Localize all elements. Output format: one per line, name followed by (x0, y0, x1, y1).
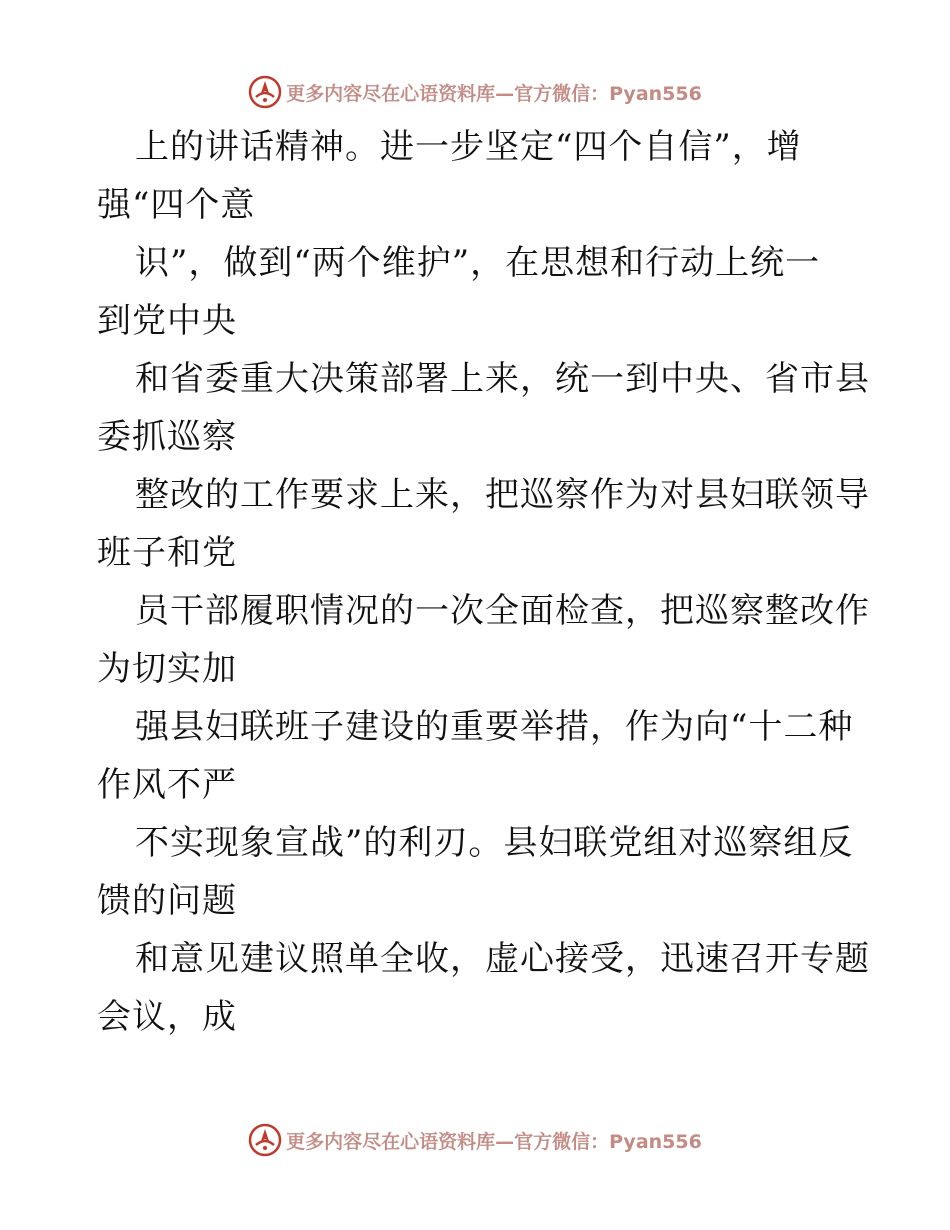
text-line: 强县妇联班子建设的重要举措，作为向“十二种 (135, 707, 854, 747)
text-line-continuation: 会议，成 (97, 997, 237, 1037)
text-line-continuation: 班子和党 (97, 533, 237, 573)
watermark-text: 更多内容尽在心语资料库—官方微信：Pyan556 (286, 1130, 702, 1153)
text-line: 和意见建议照单全收，虚心接受，迅速召开专题 (135, 939, 870, 979)
text-line-continuation: 强“四个意 (97, 185, 256, 225)
text-line-continuation: 委抓巡察 (97, 417, 237, 457)
paragraph-line-pair (0, 234, 950, 350)
text-line: 和省委重大决策部署上来，统一到中央、省市县 (135, 359, 870, 399)
paragraph-line-pair (0, 814, 950, 930)
paragraph-line-pair (0, 930, 950, 1046)
paragraph-line-pair (0, 350, 950, 466)
text-line: 整改的工作要求上来，把巡察作为对县妇联领导 (135, 475, 870, 515)
text-line-continuation: 为切实加 (97, 649, 237, 689)
footer-watermark-banner (0, 1120, 950, 1160)
text-line-continuation: 作风不严 (97, 765, 237, 805)
book-pen-logo-icon (248, 1123, 282, 1157)
text-line-continuation: 馈的问题 (97, 881, 237, 921)
paragraph-line-pair (0, 466, 950, 582)
paragraph-line-pair (0, 698, 950, 814)
text-line-continuation: 到党中央 (97, 301, 237, 341)
paragraph-line-pair (0, 118, 950, 234)
text-line: 员干部履职情况的一次全面检查，把巡察整改作 (135, 591, 870, 631)
paragraph-line-pair (0, 582, 950, 698)
document-body (0, 118, 950, 1046)
header-watermark-banner (0, 72, 950, 112)
text-line: 上的讲话精神。进一步坚定“四个自信”，增 (135, 127, 802, 167)
text-line: 识”，做到“两个维护”，在思想和行动上统一 (135, 243, 821, 283)
text-line: 不实现象宣战”的利刃。县妇联党组对巡察组反 (135, 823, 854, 863)
book-pen-logo-icon (248, 75, 282, 109)
watermark-text: 更多内容尽在心语资料库—官方微信：Pyan556 (286, 82, 702, 105)
